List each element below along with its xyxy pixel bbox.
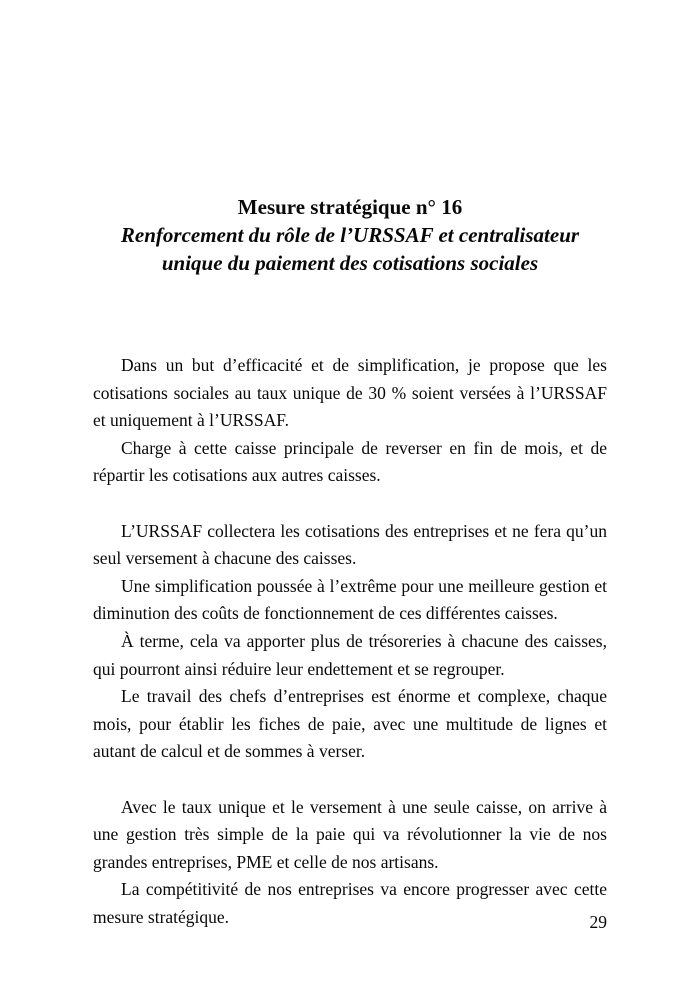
paragraph: Une simplification poussée à l’extrême pour une meilleure gestion et diminution des coûts de fonctionnement de ces différentes caisses.	[93, 575, 607, 624]
paragraph: Le travail des chefs d’entreprises est énorme et complexe, chaque mois, pour établir les fiches de paie, avec une multitude de lignes et autant de calcul et de sommes à verser.	[93, 686, 607, 762]
page-subtitle-line2: unique du paiement des cotisations sociales	[161, 251, 539, 275]
paragraph-block-2	[93, 518, 607, 766]
paragraph: À terme, cela va apporter plus de trésoreries à chacune des caisses, qui pourront ainsi réduire leur endettement et se regrouper.	[93, 630, 607, 679]
paragraph-block-1	[93, 352, 607, 490]
page-subtitle-line1: Renforcement du rôle de l’URSSAF et centralisateur	[120, 223, 580, 247]
paragraph: La compétitivité de nos entreprises va encore progresser avec cette mesure stratégique.	[93, 879, 607, 927]
paragraph: L’URSSAF collectera les cotisations des entreprises et ne fera qu’un seul versement à chacune des caisses.	[93, 520, 607, 569]
page-title: Mesure stratégique n° 16	[237, 195, 463, 219]
body-text	[93, 352, 607, 931]
paragraph: Dans un but d’efficacité et de simplification, je propose que les cotisations sociales au taux unique de 30 % soient versées à l’URSSAF et uniquement à l’URSSAF.	[93, 355, 607, 431]
paragraph: Charge à cette caisse principale de reverser en fin de mois, et de répartir les cotisations aux autres caisses.	[93, 437, 607, 486]
page-number: 29	[589, 912, 607, 932]
paragraph: Avec le taux unique et le versement à une seule caisse, on arrive à une gestion très simple de la paie qui va révolutionner la vie de nos grandes entreprises, PME et celle de nos artisans.	[93, 796, 607, 872]
paragraph-block-3	[93, 794, 607, 932]
heading	[70, 193, 630, 277]
